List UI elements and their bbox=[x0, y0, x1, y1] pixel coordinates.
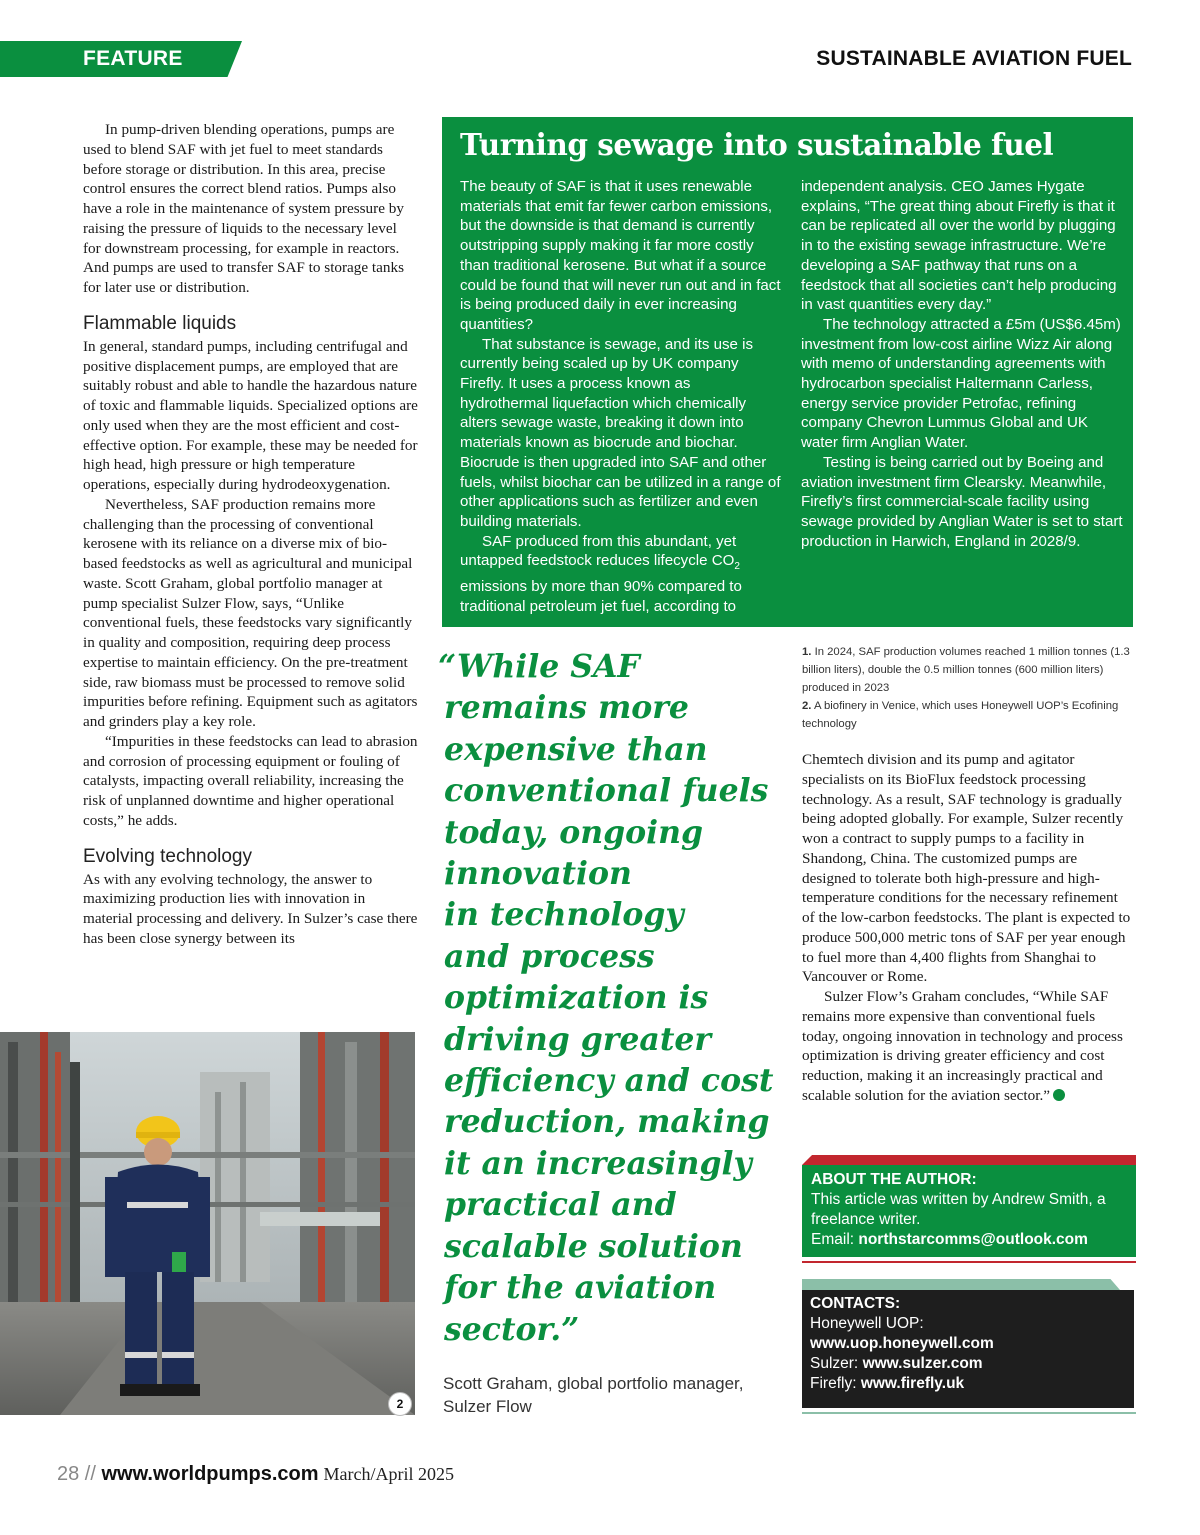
contact-firefly: Firefly: www.firefly.uk bbox=[810, 1375, 965, 1392]
contact-label-honeywell: Honeywell UOP: bbox=[810, 1315, 924, 1332]
page-number: 28 bbox=[57, 1463, 80, 1485]
author-heading: ABOUT THE AUTHOR: bbox=[811, 1171, 977, 1188]
pull-quote-line: reduction, making bbox=[444, 1103, 770, 1141]
pull-quote-line: driving greater bbox=[444, 1020, 712, 1058]
pull-quote-line: and process bbox=[444, 937, 655, 975]
contacts-box-accent bbox=[802, 1279, 1120, 1290]
sidebar-paragraph: That substance is sewage, and its use is currently being scaled up by UK company Firefly. It uses a process known as hydrothermal liquefaction which chemically alters sewage waste, breaking it down into materials known as biocrude and biochar. Biocrude is then upgraded into SAF and other fuels, whilst biochar can be utilized in a range of other applications such as fertilizer and even building materials. bbox=[460, 335, 781, 530]
contact-link-honeywell[interactable]: www.uop.honeywell.com bbox=[810, 1335, 994, 1352]
sidebar-paragraph: independent analysis. CEO James Hygate explains, “The great thing about Firefly is that it can be replicated all over the world by plugging in to the existing sewage infrastructure. We’re developing a SAF pathway that runs on a feedstock that all societies can’t help producing in vast quantities every day.” bbox=[801, 178, 1117, 314]
body-paragraph: “Impurities in these feedstocks can lead to abrasion and corrosion of processing equipment or fouling of catalysts, impacting overall reliability, increasing the risk of unplanned downtime and higher operational costs,” he adds. bbox=[83, 732, 418, 829]
contacts-box bbox=[802, 1290, 1134, 1408]
contact-link-firefly[interactable]: www.firefly.uk bbox=[860, 1375, 965, 1392]
left-column bbox=[83, 120, 418, 949]
author-text: This article was written by Andrew Smith, a freelance writer. bbox=[811, 1191, 1106, 1228]
pull-quote-line: sector.” bbox=[444, 1310, 580, 1348]
sidebar-paragraph: Testing is being carried out by Boeing and aviation investment firm Clearsky. Meanwhile, Firefly’s first commercial-scale facility using sewage provided by Anglian Water is set to start production in Harwich, England in 2028/9. bbox=[801, 453, 1123, 550]
sidebar-box bbox=[442, 117, 1133, 627]
body-paragraph: Sulzer Flow’s Graham concludes, “While SAF remains more expensive than conventional fuels today, ongoing innovation in technology and process optimization is driving greater efficiency and cost reduction, making it an increasingly practical and scalable solution for the aviation sector.” bbox=[802, 988, 1123, 1104]
issue-date: March/April 2025 bbox=[323, 1464, 455, 1484]
image-number-badge: 2 bbox=[388, 1392, 412, 1416]
pull-quote-line: optimization is bbox=[444, 979, 709, 1017]
pull-quote-line: innovation bbox=[444, 855, 632, 893]
body-paragraph: As with any evolving technology, the answer to maximizing production lies with innovation in material processing and delivery. In Sulzer’s case there has been close synergy between its bbox=[83, 870, 418, 947]
author-box-accent bbox=[802, 1155, 1136, 1165]
refinery-worker-photo bbox=[0, 1032, 415, 1415]
pull-quote-line: it an increasingly bbox=[444, 1144, 752, 1182]
quote-attribution: Scott Graham, global portfolio manager, Sulzer Flow bbox=[443, 1374, 744, 1416]
sidebar-column-1 bbox=[460, 177, 782, 616]
body-paragraph: Chemtech division and its pump and agitator specialists on its BioFlux feedstock processing technology. As a result, SAF technology is gradually being adopted globally. For example, Sulzer recently won a contract to supply pumps to a facility in Shandong, China. The customized pumps are designed to tolerate both high-pressure and high-temperature conditions for the necessary refinement of the low-carbon feedstocks. The plant is expected to produce 500,000 metric tons of SAF per year enough to fuel more than 4,400 flights from Shanghai to Vancouver or Rome. bbox=[802, 751, 1131, 986]
contact-sulzer: Sulzer: www.sulzer.com bbox=[810, 1355, 983, 1372]
body-paragraph: Nevertheless, SAF production remains more challenging than the processing of conventional kerosene with its reliance on a diverse mix of bio-based feedstocks as well as agricultural and municipal waste. Scott Graham, global portfolio manager at pump specialist Sulzer Flow, says, “Unlike conventional fuels, these feedstocks vary significantly in quality and composition, requiring deep process expertise to maintain efficiency. On the pre-treatment side, raw biomass must be processed to remove solid impurities before refining. Equipment such as agitators and grinders play a key role. bbox=[83, 495, 418, 730]
caption-1: 1. In 2024, SAF production volumes reached 1 million tonnes (1.3 billion liters), double the 0.5 million tonnes (600 million liters) produced in 2023 bbox=[802, 646, 1130, 694]
author-email-link[interactable]: northstarcomms@outlook.com bbox=[858, 1231, 1088, 1248]
sidebar-paragraph: The technology attracted a £5m (US$6.45m) investment from low-cost airline Wizz Air along with memo of understanding agreements with hydrocarbon specialist Haltermann Carless, energy service provider Petrofac, refining company Chevron Lummus Global and UK water firm Anglian Water. bbox=[801, 315, 1121, 452]
feature-label: FEATURE bbox=[83, 47, 183, 70]
image-captions bbox=[802, 643, 1132, 733]
author-email-line: Email: northstarcomms@outlook.com bbox=[811, 1231, 1088, 1248]
pull-quote-line: today, ongoing bbox=[444, 813, 704, 851]
pull-quote-line: scalable solution bbox=[444, 1227, 743, 1265]
page-footer bbox=[57, 1463, 454, 1486]
subheading-flammable-liquids: Flammable liquids bbox=[83, 312, 237, 334]
body-paragraph: In pump-driven blending operations, pumps are used to blend SAF with jet fuel to meet standards before storage or distribution. In this area, precise control ensures the correct blend ratios. Pumps also have a role in the maintenance of system pressure by raising the pressure of liquids to the necessary level for downstream processing, for example in reactors. And pumps are used to transfer SAF to storage tanks for later use or distribution. bbox=[83, 121, 404, 296]
pull-quote bbox=[438, 646, 788, 1350]
subheading-evolving-technology: Evolving technology bbox=[83, 845, 252, 867]
sidebar-paragraph: SAF produced from this abundant, yet untapped feedstock reduces lifecycle $CO_2$ emissions by more than 90% compared to traditional petroleum jet fuel, according to bbox=[460, 532, 742, 615]
pull-quote-line: conventional fuels bbox=[444, 772, 769, 810]
sidebar-column-2 bbox=[801, 177, 1123, 551]
caption-2: 2. A biofinery in Venice, which uses Honeywell UOP’s Ecofining technology bbox=[802, 700, 1119, 730]
contact-link-sulzer[interactable]: www.sulzer.com bbox=[862, 1355, 983, 1372]
sidebar-title: Turning sewage into sustainable fuel bbox=[460, 127, 1054, 162]
end-mark-icon bbox=[1053, 1089, 1065, 1101]
about-author-box bbox=[802, 1165, 1136, 1257]
pull-quote-line: efficiency and cost bbox=[444, 1062, 774, 1100]
author-divider bbox=[802, 1261, 1136, 1263]
contacts-divider bbox=[802, 1412, 1136, 1414]
pull-quote-line: for the aviation bbox=[444, 1269, 717, 1307]
right-column bbox=[802, 750, 1134, 1106]
refinery-illustration bbox=[0, 1032, 415, 1415]
sidebar-paragraph: The beauty of SAF is that it uses renewable materials that emit far fewer carbon emissions, but the downside is that demand is currently outstripping supply making it far more costly than traditional kerosene. But what if a source could be found that will never run out and in fact is being produced daily in ever increasing quantities? bbox=[460, 178, 781, 333]
pull-quote-line: practical and bbox=[444, 1186, 677, 1224]
footer-website-link[interactable]: www.worldpumps.com bbox=[101, 1463, 319, 1485]
pull-quote-line: remains more bbox=[444, 689, 689, 727]
body-paragraph: In general, standard pumps, including centrifugal and positive displacement pumps, are employed that are suitably robust and able to handle the hazardous nature of toxic and flammable liquids. Specialized options are only used when they are the most efficient and cost-effective option. For example, these may be needed for high head, high pressure or high temperature operations, especially during hydrodeoxygenation. bbox=[83, 337, 418, 493]
pull-quote-line: “While SAF bbox=[438, 648, 640, 685]
footer-separator: // bbox=[79, 1463, 102, 1485]
pull-quote-line: in technology bbox=[444, 896, 684, 934]
section-title: SUSTAINABLE AVIATION FUEL bbox=[816, 47, 1132, 70]
contacts-heading: CONTACTS: bbox=[810, 1295, 901, 1312]
pull-quote-line: expensive than bbox=[444, 730, 708, 768]
